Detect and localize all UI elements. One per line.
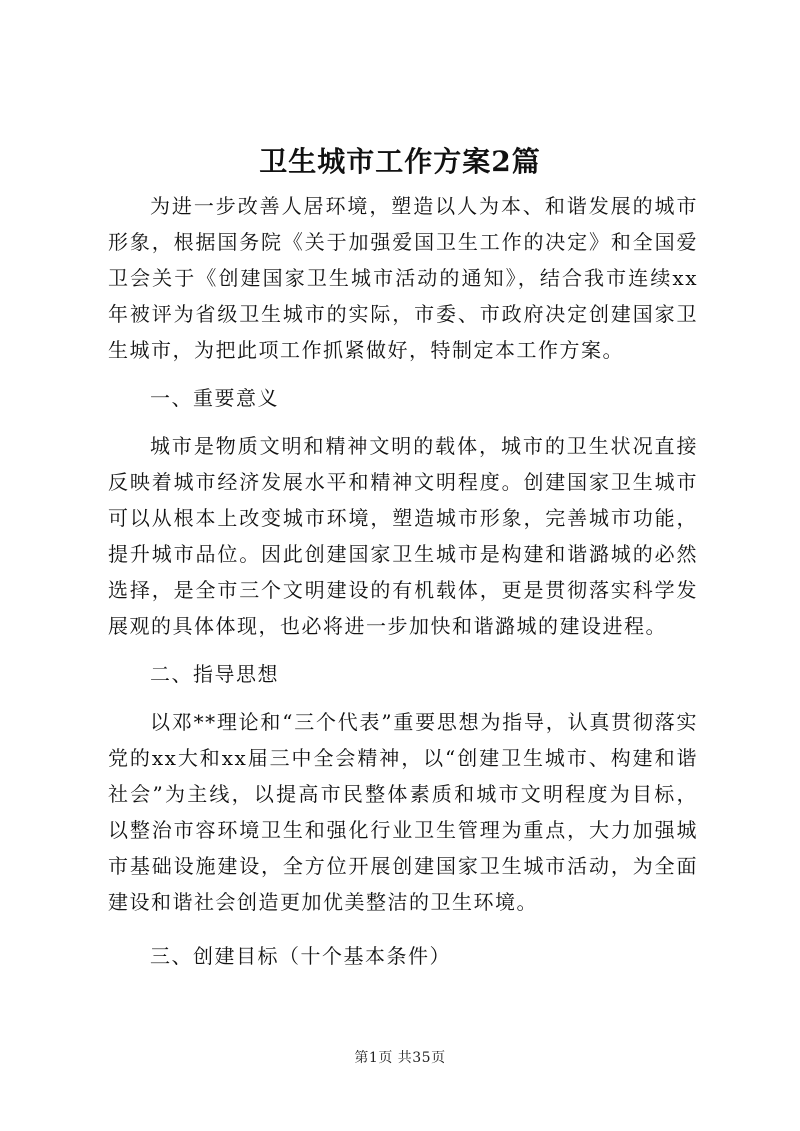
section-heading-significance: 一、重要意义 <box>150 386 279 410</box>
section-heading-guiding-ideology: 二、指导思想 <box>150 662 279 686</box>
document-body <box>108 188 698 974</box>
significance-paragraph: 城市是物质文明和精神文明的载体，城市的卫生状况直接反映着城市经济发展水平和精神文明程度。创建国家卫生城市可以从根本上改变城市环境，塑造城市形象，完善城市功能，提升城市品位。因此创建国家卫生城市是构建和谐潞城的必然选择，是全市三个文明建设的有机载体，更是贯彻落实科学发展观的具体体现，也必将进一步加快和谐潞城的建设进程。 <box>108 434 698 638</box>
page-number-footer: 第1页 共35页 <box>354 1050 446 1066</box>
intro-paragraph: 为进一步改善人居环境，塑造以人为本、和谐发展的城市形象，根据国务院《关于加强爱国卫生工作的决定》和全国爱卫会关于《创建国家卫生城市活动的通知》，结合我市连续xx年被评为省级卫生城市的实际，市委、市政府决定创建国家卫生城市，为把此项工作抓紧做好，特制定本工作方案。 <box>108 194 698 362</box>
document-title: 卫生城市工作方案2篇 <box>259 145 541 178</box>
guiding-ideology-paragraph: 以邓**理论和“三个代表”重要思想为指导，认真贯彻落实党的xx大和xx届三中全会精神，以“创建卫生城市、构建和谐社会”为主线，以提高市民整体素质和城市文明程度为目标，以整治市容环境卫生和强化行业卫生管理为重点，大力加强城市基础设施建设，全方位开展创建国家卫生城市活动，为全面建设和谐社会创造更加优美整洁的卫生环境。 <box>108 710 698 914</box>
section-heading-goals: 三、创建目标（十个基本条件） <box>150 944 451 968</box>
